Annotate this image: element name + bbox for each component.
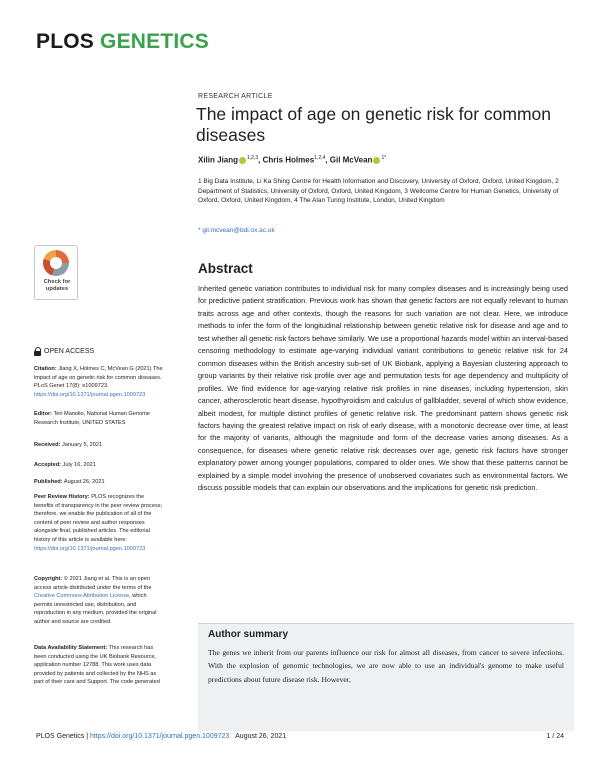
author-list: Xilin Jiang $^{1,2,3}$, Chris Holmes$^{1,2,4}$, Gil McVean $^{1*}$ <box>198 155 387 165</box>
copyright-block: Copyright: © 2021 Jiang et al. This is an open access article distributed under the terms of the Creative Commons Attribution License, which permits unrestricted use, distribution, and reproduction in any medium, provided the original author and source are credited. <box>34 576 157 625</box>
published-date: Published: August 26, 2021 <box>34 479 105 485</box>
citation-block: Citation: Jiang X, Holmes C, McVean G (2021) The impact of age on genetic risk for common diseases. PLoS Genet 17(8): e1009723. https://doi.org/10.1371/journal.pgen.1009723 <box>34 366 163 398</box>
open-access-label: OPEN ACCESS <box>34 347 94 356</box>
license-link[interactable]: Creative Commons Attribution License <box>34 593 130 600</box>
article-type: RESEARCH ARTICLE <box>198 93 273 100</box>
author-name[interactable]: Chris Holmes <box>262 155 315 165</box>
author-summary-heading: Author summary <box>208 629 289 640</box>
article-title: The impact of age on genetic risk for common diseases <box>196 104 552 145</box>
page-footer: PLOS Genetics | https://doi.org/10.1371/journal.pgen.1009723 August 26, 2021 <box>36 733 287 740</box>
open-lock-icon <box>34 347 41 356</box>
author-summary-text: The genes we inherit from our parents influence our risk for almost all diseases, from cancer to severe infections. With the explosion of genomic technologies, we are now able to use an individual's genome to make useful predictions about future disease risk. However, <box>208 648 564 684</box>
citation-doi-link[interactable]: https://doi.org/10.1371/journal.pgen.1009723 <box>34 391 146 398</box>
author-name[interactable]: Gil McVean <box>329 155 373 165</box>
peer-review-block: Peer Review History: PLOS recognizes the benefits of transparency in the peer review process; therefore, we enable the publication of all of the content of peer review and author responses alongside final, published articles. The editorial history of this article is available here: https://doi.org/10.1371/journal.pgen.1009723 <box>34 494 163 552</box>
footer-doi-link[interactable]: https://doi.org/10.1371/journal.pgen.1009723 <box>89 733 230 740</box>
orcid-icon[interactable] <box>373 157 380 164</box>
page-number: 1 / 24 <box>546 733 564 740</box>
footer-date: August 26, 2021 <box>235 733 287 740</box>
abstract-heading: Abstract <box>198 261 253 276</box>
check-updates-icon <box>43 250 69 276</box>
corresponding-email[interactable]: * gil.mcvean@bdi.ox.ac.uk <box>198 227 275 234</box>
orcid-icon[interactable] <box>239 157 246 164</box>
abstract-text: Inherited genetic variation contributes to individual risk for many complex diseases and is increasingly being used for predictive patient stratification. Previous work has shown that genetic factors are not equally relevant to human traits across age and other contexts, though the reasons for such variation are not clear. Here, we introduce methods to infer the form of the longitudinal relationship between genetic relative risk for disease and age and to test whether all genetic risk factors behave similarly. We use a proportional hazards model within an interval-based censoring methodology to estimate age-varying individual variant contributions to genetic relative risk for 24 common diseases within the British ancestry sub-set of UK Biobank, applying a Bayesian clustering approach to group variants by their relative risk profile over age and permutation tests for age dependency and multiplicity of profiles. We find evidence for age-varying relative risk profiles in nine diseases, including hypertension, skin cancer, atherosclerotic heart disease, hypothyroidism and calculus of gallbladder, several of which show evidence, albeit modest, for multiple distinct profiles of genetic relative risk. The predominant pattern shows genetic risk factors having the greatest relative impact on risk of early disease, with a monotonic decrease over time, at least for the majority of variants, although the magnitude and form of the decrease varies among diseases. As a consequence, for diseases where genetic relative risk decreases over age, genetic risk factors have stronger explanatory power among younger populations, compared to older ones. We show that these patterns cannot be explained by a simple model involving the presence of unobserved covariates such as environmental factors. We discuss possible models that can explain our observations and the implications for genetic risk prediction. <box>198 284 568 493</box>
accepted-date: Accepted: July 16, 2021 <box>34 462 96 468</box>
editor-block: Editor: Teri Manolio, National Human Genome Research Institute, UNITED STATES <box>34 411 150 426</box>
journal-logo: PLOS GENETICS <box>36 30 209 53</box>
check-for-updates-badge[interactable]: Check for updates <box>34 245 78 300</box>
data-availability-block: Data Availability Statement: This research has been conducted using the UK Biobank Resource, application number 12788. This work uses data provided by patients and collected by the NHS as part of their care and Support. The code generated <box>34 645 160 686</box>
received-date: Received: January 5, 2021 <box>34 442 103 448</box>
peer-review-link[interactable]: https://doi.org/10.1371/journal.pgen.1009723 <box>34 545 146 552</box>
author-name[interactable]: Xilin Jiang <box>198 155 239 165</box>
affiliations: 1 Big Data Institute, Li Ka Shing Centre for Health Information and Discovery, University of Oxford, Oxford, United Kingdom, 2 Department of Statistics, University of Oxford, Oxford, United Kingdom, 3 Wellcome Centre for Human Genetics, University of Oxford, Oxford, United Kingdom, 4 The Alan Turing Institute, London, United Kingdom <box>198 178 559 204</box>
